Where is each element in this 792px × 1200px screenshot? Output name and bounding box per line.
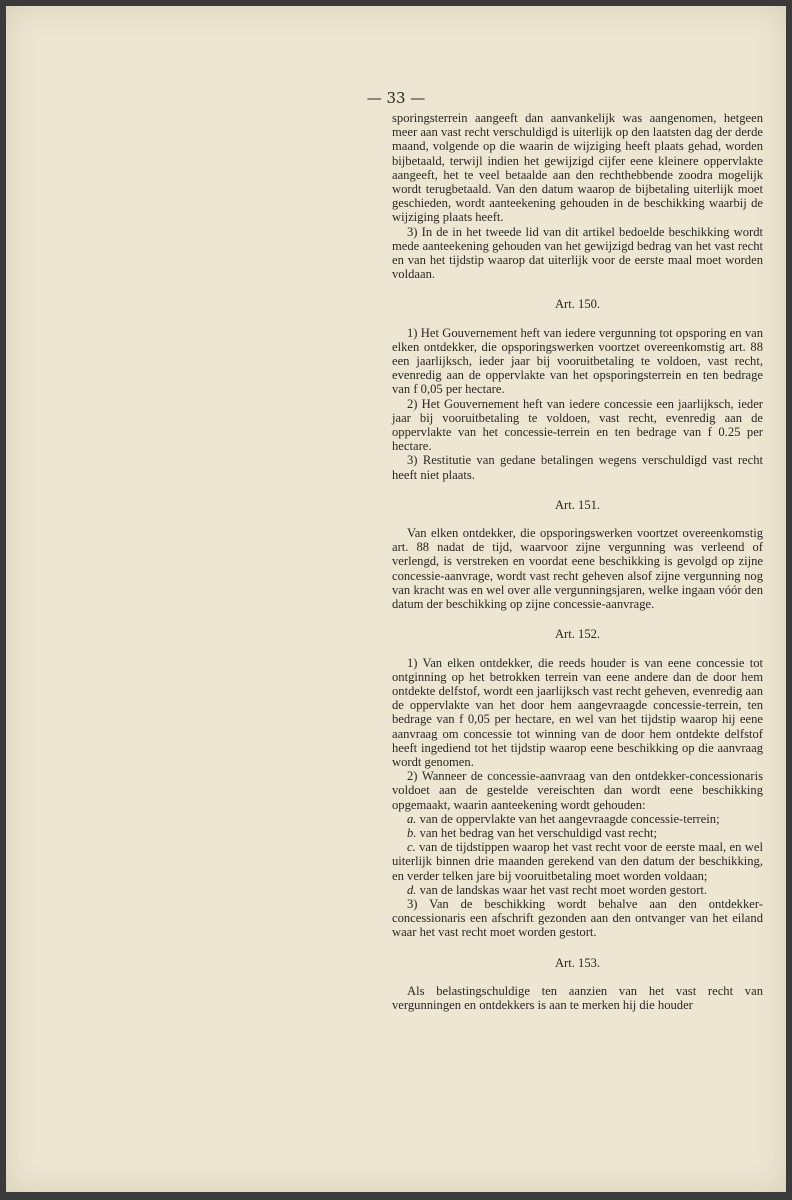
paragraph: 3) Van de beschikking wordt behalve aan den ontdekker-concessionaris een afschrift gezonden aan den ontvanger van het eiland waar het vast recht moet worden gestort.: [392, 896, 763, 940]
article-text: [392, 111, 763, 1012]
list-item-letter: d.: [407, 882, 417, 897]
list-item: [392, 826, 763, 840]
paragraph: 3) In de in het tweede lid van dit artikel bedoelde beschikking wordt mede aanteekening gehouden van het gewijzigd bedrag van het vast recht en van het tijdstip waarop dat uiterlijk voor de eerste maal moet worden voldaan.: [392, 224, 763, 282]
list-item-letter: a.: [407, 811, 417, 826]
article-heading: Art. 153.: [554, 955, 601, 970]
paragraph: 2) Het Gouvernement heft van iedere concessie een jaarlijksch, ieder jaar bij vooruitbetaling te voldoen, vast recht, evenredig aan de oppervlakte van het concessie-terrein en ten bedrage van f 0.25 per hectare.: [392, 396, 763, 454]
article-heading: Art. 151.: [554, 497, 601, 512]
list-item-letter: b.: [407, 825, 417, 840]
list-item-text: van de tijdstippen waarop het vast recht voor de eerste maal, en wel uiterlijk binnen drie maanden gerekend van den datum der beschikking, en verder telken jare bij vooruitbetaling moet worden voldaan;: [392, 840, 763, 883]
paragraph: Als belastingschuldige ten aanzien van het vast recht van vergunningen en ontdekkers is aan te merken hij die houder: [392, 983, 763, 1012]
paragraph: 1) Het Gouvernement heft van iedere vergunning tot opsporing en van elken ontdekker, die opsporingswerken voortzet overeenkomstig art. 88 een jaarlijksch, ieder jaar bij vooruitbetaling te voldoen, vast recht, evenredig aan de oppervlakte van het opsporingsterrein en ten bedrage van f 0,05 per hectare.: [392, 325, 763, 397]
list-item-text: van het bedrag van het verschuldigd vast recht;: [416, 825, 658, 840]
paragraph: 3) Restitutie van gedane betalingen wegens verschuldigd vast recht heeft niet plaats.: [392, 453, 763, 482]
list-item-letter: c.: [407, 840, 416, 855]
list-item-text: van de oppervlakte van het aangevraagde concessie-terrein;: [416, 811, 720, 826]
list-item-text: van de landskas waar het vast recht moet worden gestort.: [416, 882, 708, 897]
document-page: [6, 6, 786, 1192]
paragraph: Van elken ontdekker, die opsporingswerken voortzet overeenkomstig art. 88 nadat de tijd, waarvoor zijne vergunning was verleend of verlengd, is verstreken en voordat eene beschikking is gevolgd op zijne concessie-aanvrage, wordt vast recht geheven alsof zijne vergunning nog van kracht was en wel over alle vergunningsjaren, welke ingaan vóór den datum der beschikking op zijne concessie-aanvrage.: [392, 526, 763, 612]
paragraph: 2) Wanneer de concessie-aanvraag van den ontdekker-concessionaris voldoet aan de gestelde vereischten dan wordt eene beschikking opgemaakt, waarin aanteekening wordt gehouden:: [392, 769, 763, 812]
list-item: [392, 812, 763, 826]
list-item: [392, 883, 763, 897]
paragraph: sporingsterrein aangeeft dan aanvankelijk was aangenomen, hetgeen meer aan vast recht verschuldigd is uiterlijk op den laatsten dag der derde maand, volgende op die waarin de wijziging heeft plaats gehad, worden bijbetaald, terwijl indien het gewijzigd cijfer eene kleinere oppervlakte aangeeft, het te veel betaalde aan den rechthebbende zoodra mogelijk wordt terugbetaald. Van den datum waarop de bijbetaling uiterlijk moet geschieden, wordt aanteekening gehouden in de beschikking waarbij de wijziging plaats heeft.: [392, 111, 763, 225]
page-number: — 33 —: [366, 89, 426, 107]
article-heading: Art. 150.: [554, 297, 601, 312]
paragraph: 1) Van elken ontdekker, die reeds houder is van eene concessie tot ontginning op het betrokken terrein van eene andere dan de door hem ontdekte delfstof, wordt een jaarlijksch vast recht geheven, evenredig aan de oppervlakte van het door hem aangevraagde concessie-terrein, ten bedrage van f 0,05 per hectare, en wel van het tijdstip waarop hij eene aanvraag om concessie tot winning van de door hem ontdekte delfstof heeft ingediend tot het tijdstip waarop eene beschikking op die aanvraag wordt genomen.: [392, 655, 763, 769]
article-heading: Art. 152.: [554, 627, 601, 642]
list-item: [392, 840, 763, 883]
